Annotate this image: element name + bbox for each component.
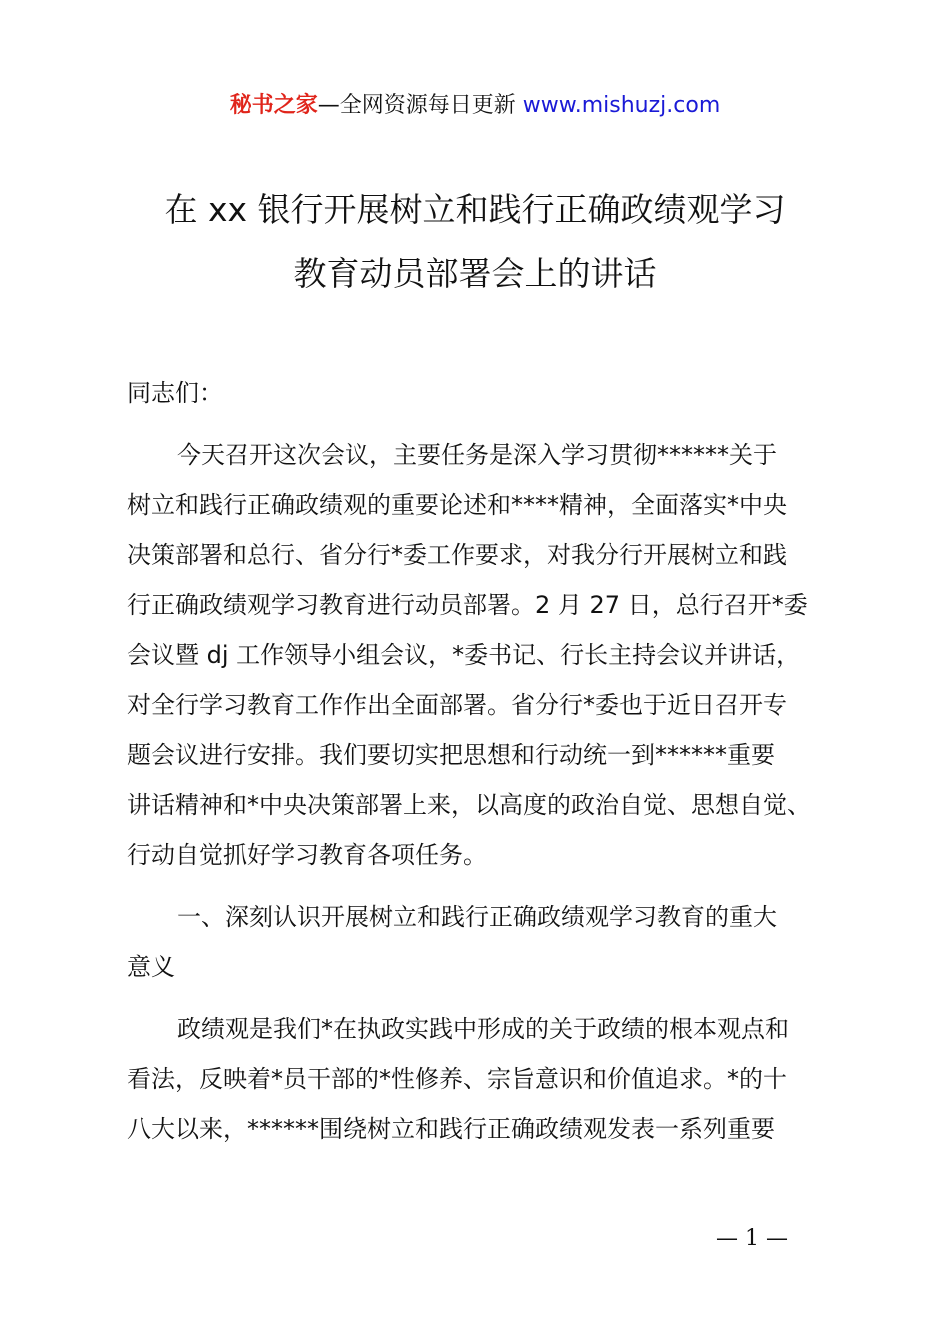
heading-line: 一、深刻认识开展树立和践行正确政绩观学习教育的重大 — [177, 903, 777, 931]
paragraph-line: 看法，反映着*员干部的*性修养、宗旨意识和价值追求。*的十 — [127, 1065, 787, 1093]
brand-name: 秘书之家 — [229, 93, 318, 118]
paragraph-line: 行正确政绩观学习教育进行动员部署。2 月 27 日，总行召开*委 — [127, 591, 808, 619]
salutation: 同志们： — [127, 379, 223, 407]
document-title-line-1: 在 xx 银行开展树立和践行正确政绩观学习 — [164, 190, 786, 229]
page-number: — 1 — — [716, 1226, 788, 1251]
paragraph-line: 会议暨 dj 工作领导小组会议，*委书记、行长主持会议并讲话， — [127, 641, 801, 669]
paragraph-line: 决策部署和总行、省分行*委工作要求，对我分行开展树立和践 — [127, 541, 787, 569]
paragraph-line: 树立和践行正确政绩观的重要论述和****精神，全面落实*中央 — [127, 491, 787, 519]
banner-slogan: —全网资源每日更新 — [317, 93, 523, 118]
paragraph-line: 行动自觉抓好学习教育各项任务。 — [127, 841, 487, 869]
paragraph-line: 题会议进行安排。我们要切实把思想和行动统一到******重要 — [127, 741, 775, 769]
banner-url-link[interactable]: www.mishuzj.com — [522, 93, 721, 118]
paragraph-line: 对全行学习教育工作作出全面部署。省分行*委也于近日召开专 — [127, 691, 787, 719]
section-heading-1 — [127, 892, 837, 992]
heading-line: 意义 — [127, 953, 175, 981]
paragraph-line: 今天召开这次会议，主要任务是深入学习贯彻******关于 — [177, 441, 777, 469]
paragraph-line: 讲话精神和*中央决策部署上来，以高度的政治自觉、思想自觉、 — [127, 791, 811, 819]
header-banner — [0, 88, 950, 119]
paragraph-line: 八大以来，******围绕树立和践行正确政绩观发表一系列重要 — [127, 1115, 775, 1143]
paragraph-1 — [127, 430, 837, 880]
paragraph-2 — [127, 1004, 837, 1154]
document-title-line-2: 教育动员部署会上的讲话 — [293, 254, 657, 293]
paragraph-line: 政绩观是我们*在执政实践中形成的关于政绩的根本观点和 — [177, 1015, 789, 1043]
